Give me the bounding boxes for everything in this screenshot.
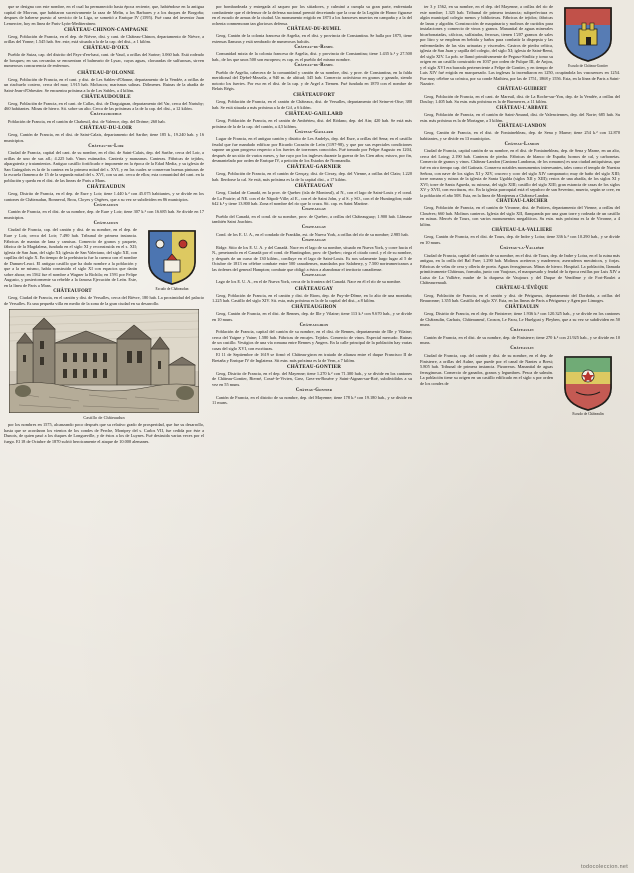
entry-heading: CHÂTEAU-L'ÉVÊQUE	[495, 286, 549, 292]
entry-body: Geog. Cantón de la colonia francesa de Argelia, en el dist. y provincia de Constantina. Se halla por 1875, tiene extensas llanuras y está sembrado de numerosos halcáis.	[212, 33, 412, 44]
entry-body: Lugar de Francia, en el antiguo cantón y distrito de Les Andelys, dep. del Eure, a orillas del Sena; en el castillo feudal que fue mandado edificar por Ricardo Corazón de León (1197-98), y que por sus especiales condiciones supone un gran progreso respecto a los fuertes de torreones conocidos. Fué tomado por Felipe Augusto en 1204, después de un sitio de varios meses, y fue ruyo por los ingleses durante la guerra de los Cien años; estuvo, por fin, desmantelado por orden de Enrique IV, a petición de los Estados de Normandía.	[212, 136, 412, 164]
entry-heading: CHÂTEAU-LA-VALLIERE	[491, 227, 553, 233]
entry-heading: CHÂTEAU-GONTIER	[286, 363, 342, 370]
entry-heading: Château-Gontier	[295, 387, 333, 393]
entry-body: Ridge. Sitio de los E. U. A. y del Canadá. Nace en el lago de su nombre, situado en Nueva York, y corre hacia el N., penetrando en el Canadá por el cond. de Huntingdon, prov. de Quebec; riega el citado cond. y el de su nombre, y después de un curso de 130 kilóm., confluye en el lago de Saint-Louis. Es nos solamente largo lugar al 5 de Octubre de 1813 en célebre combate entre 500 canadienses, mandados por Salaberry, y 7.500 norteamericanos a las órdenes del general Hampton; combate que obligó a éstos a abandonar el territorio canadiense.	[212, 244, 412, 272]
entry-heading: Château-Landon	[504, 141, 540, 147]
entry-body: Cantón de Francia, en el dist. de su nombre, dep. de Finisterre; tiene 270 k.² con 21.925 hab., y se divide en 10 muns.	[420, 334, 620, 346]
entry-body: El 11 de Septiembre de 1619 se firmó el Château-giron en tratado de alianza entre el duque Francisco II de Bretaña y Enrique IV de Inglaterra. Sit estn. más próxima es la de Vern, a 7 kilóm.	[212, 352, 412, 363]
paragraph: por los nombres en 1575, alcanzando poco después que su relativo grado de prosperidad, que fue su desarrollo, hasta que se acordaron los vientos de los condes de Perche, Montpey del s. Carlos VII, fue cedida por éste a Dunois, de quien pasó a los duques de Longueville, y de éstos a los de Luynes. Fué destruida varias veces por el fuego. El 18 de Octubre de 1870 sufrió heroicamente el ataque de 10.000 alemanes.	[4, 422, 204, 444]
crest-caption: Escudo de Château-Gontier	[568, 63, 608, 68]
entry-heading: CHÂTEAUFORT	[53, 288, 92, 294]
entry-body: Geog. Cantón de Francia, en el dist. de Rennes, dep. de Ille y Vilaine; tiene 113 k.² con 9.670 hab., y se divide en 10 muns.	[212, 311, 412, 322]
entry-body: Geog. Población de Francia, en el cant. y dist. de Les Sables-d'Olonne, departamento de la Vendée, a orillas de un riachuelo costero, cerca del mar; 1.915 hab. Moluscos; marismas salinas. Dólmenes. Ruinas de la abadía de Saint-Jean-d'Orbestier. Se encuentra próxima a la de Les Sables, a 4 kilóm.	[4, 76, 204, 93]
entry-body: Geog. Población de Francia, en el cantón y dist. de Riom, dep. de Puy-de-Dôme, en lo alto de una montaña; 1.225 hab. Castillo del siglo XIV. Sit. esta, más próxima es la de la capital del dist., a 8 kilóm.	[212, 292, 412, 304]
castle-engraving-figure	[9, 309, 199, 420]
entry-heading: Château-du-Rumel	[294, 44, 334, 50]
entry-body: Geog. Distrito de Francia, en el dep. del Mayenne; tiene 1.270 k.² con 71.300 hab., y se divide en los cantones de Château-Gontier, Bierné, Cossé-le-Vivien, Grez, Grez-en-Bouère y Saint-Aignan-sur-Roë, subdivididos a su vez en 55 muns.	[212, 370, 412, 387]
entry-body: Geog. Población de Francia, en el cant. de Callas, dist. de Draguignan, departamento del Var, cerca del Nartuby; 460 habitantes. Minas de hierro. Sit. sobre un alto. Cerca de las próximas a la de la cap. del dist., a 12 kilóm.	[4, 100, 204, 112]
entry-body: Geog. Población de Francia, en el cantón de Gençay, dist. de Civray, dep. del Vienne, a orillas del Clain; 1.220 hab. Ilerdorse la cal. Se está, más próxima es la de la capital dist., a 17 kilóm.	[212, 171, 412, 182]
entry-heading: CHÂTEAUFORT	[293, 92, 335, 99]
entry-body: Cantón de Francia, en el distrito de su nombre, dep. del Mayenne; tiene 178 k.² con 19.180 hab., y se divide en 11 muns.	[212, 394, 412, 406]
entry-heading: Châteaudun	[93, 220, 119, 226]
entry-body: Geog. Población de Francia, en el cant. de Mareuil, dist. de La Roche-sur-Yon, dep. de la Vendée, a orillas del Doulay; 1.405 hab. Su estn. más próxima es la de Burmerres, a 11 kilóm.	[420, 93, 620, 105]
shield-icon	[562, 5, 614, 63]
entry-heading: CHÂTEAU-CHINON-CAMPAGNE	[63, 26, 149, 33]
entry-body: Geog. Cantón de Francia, en el dist. de Saint-Calais, departamento del Sarthe; tiene 185 k., 19.240 hab. y 16 municipios.	[4, 132, 204, 143]
entry-heading: Châteaulin	[510, 328, 534, 334]
entry-body: Cantón de Francia, en el dist. de su nombre, dep. de Eure y Loir; tiene 307 k.² con 16.685 hab. Se divide en 17 municipios.	[4, 209, 204, 220]
entry-heading: CHÂTEAU-LANDON	[497, 123, 547, 129]
column-2	[212, 4, 412, 873]
entry-heading: Châteaulin	[510, 346, 534, 352]
entry-body: Lago de los E. U. A., en el de Nueva York, cerca de la frontera del Canadá. Nace en él el río de su nombre.	[216, 279, 402, 285]
entry-body: Ciudad de Francia, cap. del cantón y dist. de su nombre, en el dep. de Eure y Loir, cerca del Loir; 7.490 hab. Tribunal de primera instancia. Fábricas de mantas de lana y camisas. Comercio de granos y paquete, fábrica de la Magdalena, fundada en el siglo XI y reconstruida en el s. XII; iglesia de San Juan, del siglo XI; iglesia de San Valeriano, del siglo XII, con capillas del siglo X. En tiempo de la prehistoria fue la cuenca con el nombre de Dunum-Leuci. El antiguo castillo que ha dado nombre a la población y que a la ne mismo, había construido el siglo XI con espacios que darán sobre ahora; en 1562 fue el nombre a Wagner la Richila; en 1591 por Felipe Augusto, y posteriormente su rebelde a la famosa Ejecución de León. Este, en la línea de Paris a Mans.	[4, 227, 137, 288]
entry-body: Población de Francia, en el cantón de Chabeuil, dist. de Valence, dep. del Dróme; 260 hab.	[8, 119, 166, 124]
entry-heading: CHÂTEAUDUN	[86, 184, 126, 191]
entry-body: Población de Francia, capital del cantón de su nombre, en el dist. de Rennes, departamento de Ille y Vilaine; cerca del Yaigne y Vaine; 1.580 hab. Fábricas de encajes. Tejidos. Comercio de vinos. Especial mercado. Ruinas de un castillo. Vestigios de una vía romana entre Rennes y Angers. En la calle principal de la población hay varias casas del siglo XVI, con escrituras.	[212, 329, 412, 351]
entry-heading: Château-Gaillard	[294, 129, 334, 135]
entry-heading: CHÂTEAU-DU-LOIR	[79, 125, 133, 132]
entry-heading: CHÂTEAU-DU-RUMEL	[287, 26, 341, 32]
entry-body: Pueblo de Argelia, cabecera de la comunidad y cantón de su nombre, dist. y prov. de Constantina, en la falda meridional del Djebel-Mezzila, a 940 m. de altitud; 345 hab. Comercio activísimo en granos y ganado, siendo notorio los fuertes. Por eso en el dist. de la cap. y de Argel a Tiemen. Fué fundada en 1870 con el nombre de Belais Régis.	[212, 69, 412, 92]
entry-heading: Chateaugay	[301, 225, 327, 231]
entry-body: Cond. de los E. U. A., en el condado de Franklin, est. de Nueva York, a orillas del río de su nombre; 2.985 hab.	[216, 232, 409, 237]
entry-heading: CHÂTEAU-D'OLONNE	[77, 69, 135, 76]
entry-heading: CHÂTEAU-LARCHER	[496, 198, 548, 204]
watermark-credit: todocoleccion.net	[580, 864, 628, 870]
entry-heading: CHÂTEAU-D'OEX	[83, 45, 129, 52]
column-1	[4, 4, 204, 873]
entry-heading: CHÂTEAU-GUIBERT	[497, 87, 547, 93]
entry-heading: Chateaugay	[301, 238, 327, 244]
entry-body: Geog. Población de Francia, en el dep. de Niévre, dist. y cant. de Château-Chinon, departamento de Niévre, a orillas del Yonne; 1.545 hab. Ser. este, está situada a la de la cap. del dist., a 1 kilóm.	[4, 33, 204, 45]
crest-chateaugontier	[556, 5, 620, 68]
entry-heading: CHÂTEAU-L'ABBAYE	[496, 105, 548, 111]
paragraph: ter 3 y 1562, en su nombre, en el dep. del Mayenne, a orillas del río de este nombre; 1.325 hab. Tribunal de primera instancia; subprefectura es algún municipal colegio menos y bibliotecas. Fábricas de tejidos; fábricas de lanas y algodón. Construcción de maquinaria y molinos de curtidos para instalaciones y comercio de vinos y granos. Manantial de aguas minerales bicarbonatadas, cálcicas, sulfatadas, ferrosas, tienen 1'207 gramos de sales por litro y se emplean en bebida y baños para combatir la dispepsia y las enfermedades de las vías urinarias y viscerales. Castros de piedra celtica, iglesia de San Juan y capilla del colegio, del siglo XI; iglesia de Saint-Remi, del siglo XIV. La pob. se llamó primitivamente de Pegaso-Sinilitz y tomo su origen en un castillo construido en 1037 por orden de Fulque III, de Anjou, y el siglo XVI era barrada perteneciente a Felipe de Gontier, y en tiempo de Luis XIV fué erigida en marquesado. Las inglesas la incendiaron en 1250, ocupándola los vascuences en 1254. Fue muy célebre su crónica, por su conde Mathieu, por las de 1751, 1868 y 1556. Esta, en la línea de Paris a Saint-Nazaire.	[420, 4, 620, 87]
entry-body: Ciudad de Francia, capital cantón de su nombre, en el dist. de Fontainebleau, dep. de Sena y Marne, en un alto, cerca del Loing; 2.190 hab. Canteras de piedra. Fábricas de blanco de España; hornos de cal, y carbonetas. Comercio de granos y vinos. Château-Landon (Cantona Landonus, de los romanos) es una ciudad antiquísima, que fué en otro tiempo cap. del Gatinais. Conserva notables monumentos interesantes, tales como el templo de Nuestra Señora, con nave de los siglos XI y XIV, crucero y coro del siglo XIV campanario; muy de baño del siglo XIII; torre romana y ruinas de la iglesia de Santa Ugalda (siglos XII y XIII); restos de una abadía, de los siglos XI y XVI; torre de Santa Agueda, su ruinosa, del siglo XIII; castillo del siglo XIII; gran estancia de casas de los siglos XV y XVII, con escrituras, etc. En la iglesia parroquial está el sepulcro de san Severino, muerto, según se cree, en la población el año 508. Esta, en la línea de Montereau a Château-Landon.	[420, 148, 620, 198]
entry-heading: CHÂTEAU-GAILLARD	[285, 110, 343, 117]
entry-body: Geog. Población de Francia, en el cantón de Ambérieu, dist. del Ródano, dep. del Ain; 420 hab. Se está más próxima de la de la cap. del cantón, a 4,5 kilóms.	[212, 118, 412, 129]
entry-heading: CHÂTEAULIN	[505, 304, 539, 310]
entry-body: Geog. Ciudad de Canadá, en la prov. de Quebec (isla de Montreal), al N., con el lago de Saint-Louis y el cond. de La Prairie; al NE. con el de Nápoli-Ville; al E., con el de Saint John, y al S. y SO., con el de Huntingdon; mide 642 k.² y tiene 13.800 hab. Zona el nombre del río que lo cruza. Sit. cap. es Saint Martine.	[212, 190, 412, 207]
entry-heading: Château-du-Rumel	[294, 63, 334, 69]
entry-heading: CHÂTEAU-GARNIER	[286, 164, 342, 171]
entry-heading: CHÂTEAUGAY	[294, 285, 334, 292]
entry-body: Pueblo del Canadá, en el cond. de su nombre, prov. de Quebec, a orillas del Châteauguay; 1.900 hab. Llámase también Saint Joachim.	[212, 213, 412, 225]
crest-caption: Escudo de Châteaulin	[572, 412, 604, 417]
entry-body: Ciudad de Francia, capital del cant. de su nombre, en el dist. de Saint-Calais, dep. del Sarthe, cerca del Loir, a orillas de uno de sus afl.; 4.225 hab. Vinos estimados. Cantería y manzanas. Canteras. Fábricas de tejidos, alpargatería y tratamientos. Antiguo castillo fortificado e imponente en la época de la Edad Media, y su iglesia de San Guingalois es la de la cantera en la primera mitad del s. XVI, y en las cuales se conservan buenas pinturas de la escuela flamenca de 15 de la segunda mitad del s. XVI, con su ant. cerca de ellos; esta comunidad del cant. en la población y queda en el dist. de las lineas de Paris a Mans.	[4, 150, 204, 183]
entry-body: Geog. Cantón de Francia, en el dist. de Fontainebleau, dep. de Sena y Marne; tiene 254 k.² con 12.870 habitantes, y se divide en 13 municipios.	[420, 130, 620, 141]
entry-heading: CHÂTEAUDOUBLE	[81, 93, 131, 100]
entry-heading: Chateaugay	[301, 207, 327, 213]
castle-illustration	[9, 309, 199, 413]
entry-body: Comunidad mixta de la colonia francesa de Argelia, dist. y provincia de Constantina; tiene 1.435 k.² y 27.500 hab., de los que unos 500 son europeos; es cap. es el pueblo del mismo nombre.	[212, 51, 412, 62]
crest-chateaudun	[140, 228, 204, 291]
entry-body: Ciudad de Francia, cap. del cantón y dist. de su nombre, en el dep. de Finisterre, a orillas del Aulne, que puede por el canal de Nantes a Brest; 5.805 hab. Tribunal de primera instancia. Pizarreras. Manantial de aguas ferruginosas. Comercio de ganados, granos y legumbres. Pesca de salmón. La población tiene su origen en un castillo edificado en el siglo x por orden de los condes de	[420, 352, 553, 386]
entry-body: Geog. Ciudad de Francia, en el cantón y dist. de Versalles, cerca del Bièvre, 180 hab. La proximidad del palacio de Versalles. Es una pequeña villa en medio de la zona de la gran ciudad en su desarrollo.	[4, 295, 204, 306]
paragraph: que se designa con este nombre, en el cual ha permanecido hasta época reciente, que, habiéndose en la antigua capital de Morvan, que habitaron sucesivamente la raza de Melin, a los Barbares y a los duques de Borgoña; despues de haberse puesto al servicio de la Liga, se sometió a Enrique IV (1595). Fué cuna del inventor Juan Lemercier, hoy en línea de Paris-Lyón-Mediterráneo.	[4, 4, 204, 26]
crest-chateaulin	[556, 354, 620, 417]
entry-heading: Chateaugay	[301, 272, 327, 278]
entry-body: Geog. Cantón de Francia, en el dist. de Tours, dep. de Indre y Loira; tiene 336 k.² con 10.290 hab., y se divide en 10 muns.	[420, 234, 620, 245]
entry-body: Geog. Población de Francia, en el cantón de Saint-Amand, dist. de Valenciennes, dep. del Norte; 685 hab. Su estn. más próxima es la de Mortagne, a 3 kilóm.	[420, 112, 620, 123]
entry-heading: Château-du-Loir	[88, 143, 124, 149]
entry-heading: Châteaudun	[93, 202, 119, 208]
paragraph: por bombardeada y entregada al saqueo por los sitiadores, y culminó a cumpla su gran parte, enfrentada combatiente que el defensor de la defensa nacional premió decretando que la cruz de la Legión de Honor figurase en el escudo de armas de la ciudad. Un monumento erigido en 1873 a los franceses muertos en campaña y a la del ochenta conmemoran tan gloriosos defensa.	[212, 4, 412, 26]
entry-body: Pueblo de Suiza, cap. del distrito del Pays-d'en-haut, cant. de Vaud, a orillas del Sarine; 3.060 hab. Está rodeado de bosques; en sus cercanías se encuentran el balneario de Lysac, cuyas aguas, cloruradas de sulfurosas, sirven numerosos concurrencia de enfermos.	[4, 52, 204, 69]
entry-body: Geog. Distrito de Francia, en el dep. de Finisterre; tiene 1.936 k.² con 120.325 hab., y se divide en los cantones de Châteaulin, Carhaix, Châteauneuf, Crozon, Le Faou, Le Huelgoat y Pleyben, que a su vez se subdividen en 50 muns.	[420, 311, 620, 328]
entry-body: Geog. Población de Francia, en el cantón de Châteaux, dist. de Versalles, departamento del Seine-et-Oise; 380 hab. Se está situada a más próxima a la de Gif, a 6 kilóm.	[212, 99, 412, 110]
entry-body: Geog. Población de Francia, en el cantón y dist. de Périgueux, departamento del Dordoña, a orillas del Beauronne; 1.355 hab. Castillo del siglo XV. Esta, en las líneas de Paris a Périgueux y Agen por Limoges.	[420, 292, 620, 304]
column-3	[420, 4, 620, 873]
entry-heading: Châteaugiron	[299, 322, 329, 328]
entry-heading: CHÂTEAUGIRON	[291, 304, 337, 311]
entry-heading: CHÂTEAUGAY	[294, 183, 334, 190]
figure-caption: Castillo de Châteaudun	[83, 414, 125, 420]
shield-icon	[562, 354, 614, 412]
entry-body: Ciudad de Francia, capital del cantón de su nombre, en el dist. de Tours, dep. de Indre y Loira, en el la ruina más antigua, en la orilla del Bal Fare; 1.290 hab. Molinos aceiteros y madereros; aserraderos mecánicos, y forjas. Fábricas de velas de cera y ollería de poeta. Aguas ferruginosas. Minas de hierro. Hospital. La población, llamada primitivamente Châteaux, formaba, junto con Vaujours, el marquesado y feudal de la época resillas por Luis XIV a Luisa de La Vallière, madre de la duquesa de Vaujours y del Duque de Vendôme y de Fort-Boulet a Châteaurenault.	[420, 252, 620, 286]
entry-heading: Châteaudouble	[90, 112, 122, 118]
entry-heading: Château-la-Vallière	[499, 246, 545, 252]
entry-body: Geog. Distrito de Francia, en el dep. de Eure y Loir; tiene 1.440 k.² con 45.075 habitantes, y se divide en los cantones de Châteaudun, Bonneval, Brou, Cloyes y Orgères, que a su vez se subdividen en 86 municipios.	[4, 191, 204, 202]
shield-icon	[146, 228, 198, 286]
crest-caption: Escudo de Châteaudun	[155, 286, 189, 291]
entry-body: Geog. Población de Francia, en el cantón de Vivonne, dist. de Poitiers, departamento del Vienne, a orillas del Clouères; 660 hab. Molinos canteros. Iglesia del siglo XII, flanqueada por una gran torre y rodeada de un castillo en ruinas. Mercés de Tours, con varios monumentos megalíticos. Su estn. más próxima es la de Vivonne, a 4 kilóm.	[420, 205, 620, 227]
